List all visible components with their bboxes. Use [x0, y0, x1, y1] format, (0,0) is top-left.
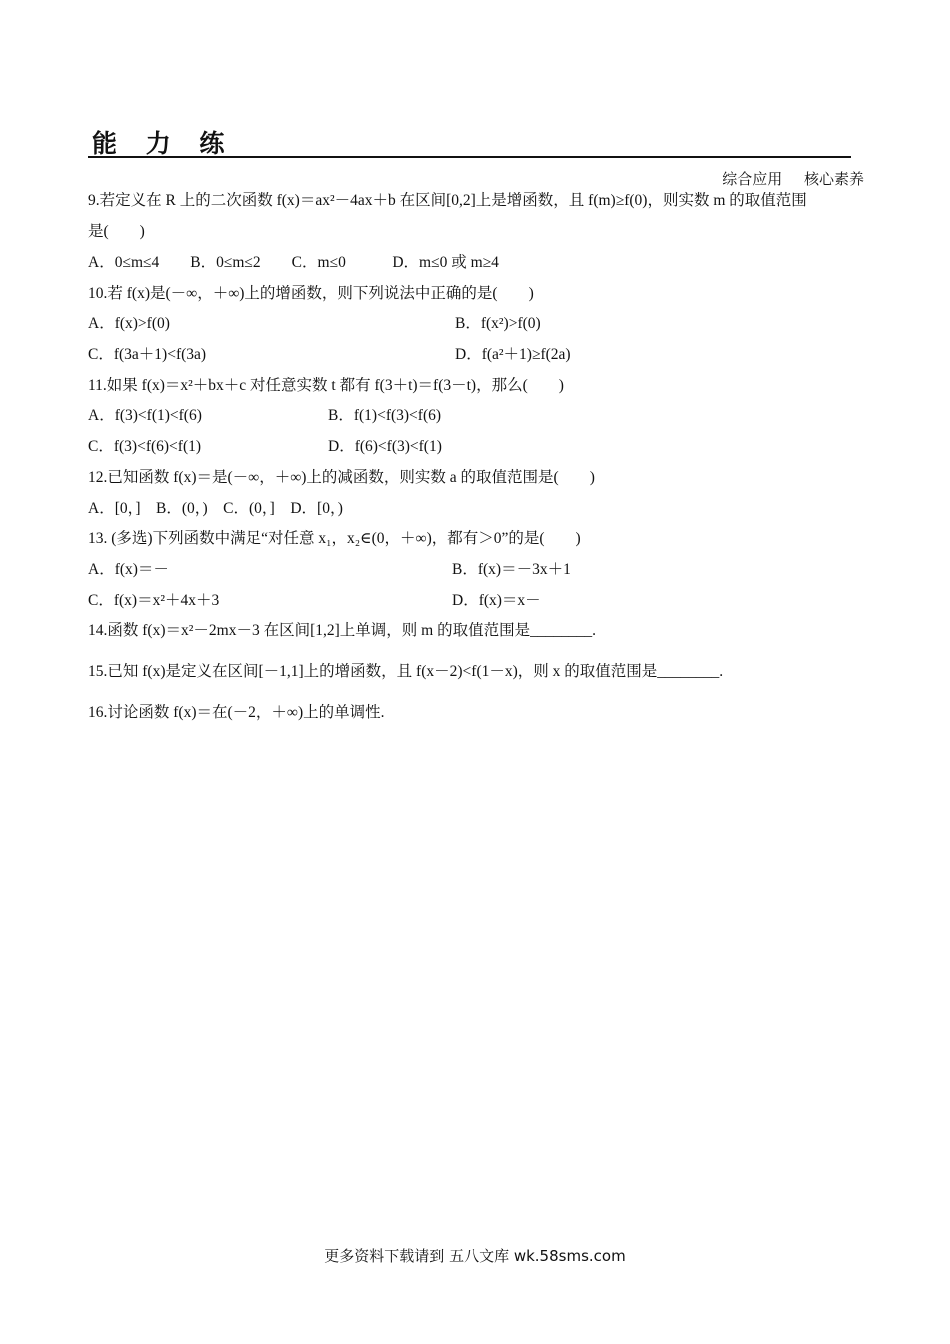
- q11-option-b: B．f(1)<f(3)<f(6): [328, 407, 442, 424]
- q13-stem: 13. (多选)下列函数中满足“对任意 x₁，x₂∈(0，＋∞)，都有＞0”的是( ): [88, 530, 581, 547]
- q10-option-d: D．f(a²＋1)≥f(2a): [455, 346, 571, 363]
- footer-text: 更多资料下载请到 五八文库 wk.58sms.com: [324, 1247, 626, 1265]
- q13-option-a: A．f(x)＝－: [88, 561, 169, 578]
- q10-option-b: B．f(x²)>f(0): [455, 315, 541, 332]
- q12-options: A．[0，] B．(0，) C．(0，] D．[0，): [88, 500, 343, 517]
- q14-stem: 14.函数 f(x)＝x²－2mx－3 在区间[1,2]上单调，则 m 的取值范围是________.: [88, 622, 596, 639]
- q10-option-c: C．f(3a＋1)<f(3a): [88, 346, 207, 363]
- q13-option-d: D．f(x)＝x－: [452, 592, 541, 609]
- q10-option-a: A．f(x)>f(0): [88, 315, 170, 332]
- q13-option-b: B．f(x)＝－3x＋1: [452, 561, 571, 578]
- q15-stem: 15.已知 f(x)是定义在区间[－1,1]上的增函数，且 f(x－2)<f(1－x)，则 x 的取值范围是________.: [88, 663, 724, 680]
- q13-option-c: C．f(x)＝x²＋4x＋3: [88, 592, 220, 609]
- q11-option-a: A．f(3)<f(1)<f(6): [88, 407, 202, 424]
- q9-stem-line2: 是( ): [88, 223, 145, 240]
- q11-option-d: D．f(6)<f(3)<f(1): [328, 438, 442, 455]
- q9-options: A．0≤m≤4 B．0≤m≤2 C．m≤0 D．m≤0 或 m≥4: [88, 254, 499, 271]
- q10-stem: 10.若 f(x)是(－∞，＋∞)上的增函数，则下列说法中正确的是( ): [88, 285, 534, 302]
- q12-stem: 12.已知函数 f(x)＝是(－∞，＋∞)上的减函数，则实数 a 的取值范围是( ): [88, 469, 595, 486]
- q11-option-c: C．f(3)<f(6)<f(1): [88, 438, 202, 455]
- section-heading: [88, 120, 851, 158]
- section-title: 能 力 练: [92, 129, 235, 158]
- q9-stem-line1: 9.若定义在 R 上的二次函数 f(x)＝ax²－4ax＋b 在区间[0,2]上是增函数，且 f(m)≥f(0)，则实数 m 的取值范围: [88, 192, 807, 209]
- q16-stem: 16.讨论函数 f(x)＝在(－2，＋∞)上的单调性.: [88, 704, 385, 721]
- q11-stem: 11.如果 f(x)＝x²＋bx＋c 对任意实数 t 都有 f(3＋t)＝f(3－t)，那么( ): [88, 377, 564, 394]
- section-tags: 综合应用 核心素养: [722, 172, 864, 188]
